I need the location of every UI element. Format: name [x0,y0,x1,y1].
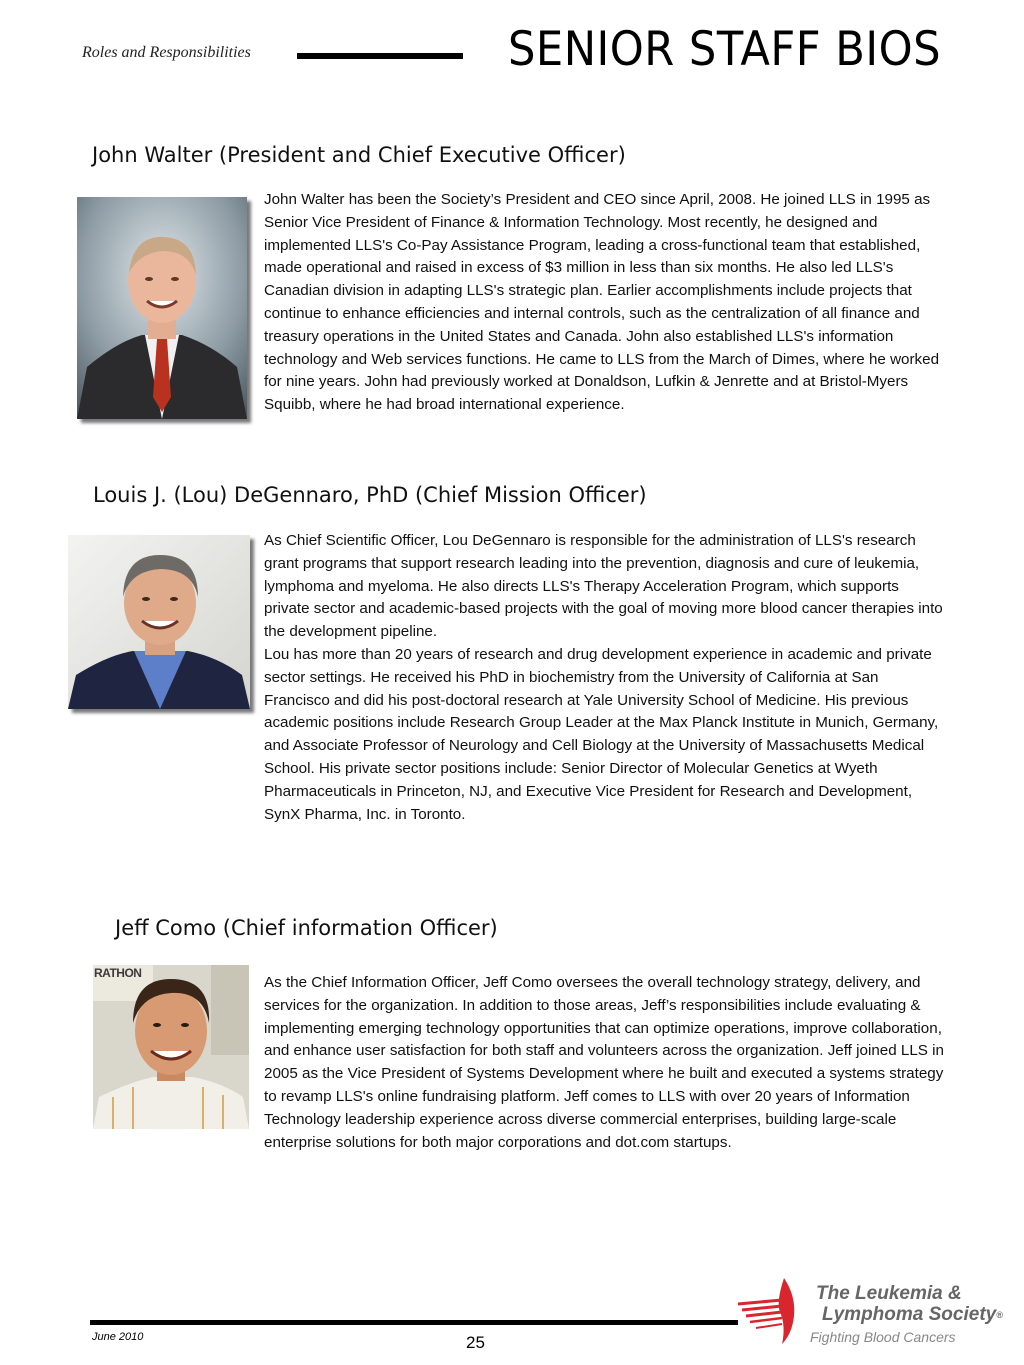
footer-rule [90,1320,738,1325]
bio-paragraph: As Chief Scientific Officer, Lou DeGennaro is responsible for the administration of LLS's research grant programs that support research leading into the prevention, diagnosis and cure of leukemia, lymphoma and myeloma. He also directs LLS's Therapy Acceleration Program, which supports private sector and academic-based projects with the goal of moving more blood cancer therapies into the development pipeline. [264,532,943,641]
bio-heading-lou-degennaro: Louis J. (Lou) DeGennaro, PhD (Chief Mission Officer) [93,483,647,507]
page-number: 25 [466,1333,485,1352]
portrait-photo-john-walter [77,197,247,419]
bio-paragraph: As the Chief Information Officer, Jeff Como oversees the overall technology strategy, delivery, and services for the organization. In addition to those areas, Jeff’s responsibilities include evaluating & implementing emerging technology opportunities that can optimize operations, improve collaboration, and enhance user satisfaction for both staff and volunteers across the organization. Jeff joined LLS in 2005 as the Vice President of Systems Development where he built and executed a systems strategy to revamp LLS's online fundraising platform. Jeff comes to LLS with over 20 years of Information Technology leadership experience across diverse commercial enterprises, building large-scale enterprise solutions for both major corporations and dot.com startups. [264,974,944,1151]
logo-tagline: Fighting Blood Cancers [810,1329,956,1345]
header-rule [297,53,463,59]
portrait-photo-lou-degennaro [68,535,250,709]
registered-mark: ® [996,1309,1003,1320]
logo-name-line-1: The Leukemia & [816,1283,962,1304]
photo-sign-text: RATHON [94,966,142,980]
portrait-photo-jeff-como [93,965,249,1129]
bio-text-john-walter [264,189,944,417]
bio-heading-jeff-como: Jeff Como (Chief information Officer) [115,916,498,940]
page-title: SENIOR STAFF BIOS [508,22,941,77]
logo-name-line-2 [822,1304,1003,1326]
bio-text-jeff-como [264,972,944,1154]
section-label: Roles and Responsibilities [82,44,251,61]
bio-heading-john-walter: John Walter (President and Chief Executive Officer) [92,143,626,167]
footer-date: June 2010 [92,1331,144,1343]
bio-paragraph: Lou has more than 20 years of research and drug development experience in academic and private sector settings. He received his PhD in biochemistry from the University of California at San Francisco and did his post-doctoral research at Yale University School of Medicine. His previous academic positions include Research Group Leader at the Max Planck Institute in Munich, Germany, and Associate Professor of Neurology and Cell Biology at the University of Massachusetts Medical School. His private sector positions include: Senior Director of Molecular Genetics at Wyeth Pharmaceuticals in Princeton, NJ, and Executive Vice President for Research and Development, SynX Pharma, Inc. in Toronto. [264,645,939,823]
bio-paragraph: John Walter has been the Society’s President and CEO since April, 2008. He joined LLS in 1995 as Senior Vice President of Finance & Information Technology. Most recently, he designed and implemented LLS's Co-Pay Assistance Program, leading a cross-functional team that established, made operational and raised in excess of $3 million in less than six months. He also led LLS's Canadian division in adapting LLS's strategic plan. Earlier accomplishments include projects that continue to enhance efficiencies and internal controls, such as the centralization of all finance and treasury operations in the United States and Canada. John also established LLS's information technology and Web services functions. He came to LLS from the March of Dimes, where he worked for nine years. John had previously worked at Donaldson, Lufkin & Jenrette and at Bristol-Myers Squibb, where he had broad international experience. [264,191,940,414]
logo-name-text: Lymphoma Society [822,1304,997,1325]
bio-text-lou-degennaro [264,530,944,826]
